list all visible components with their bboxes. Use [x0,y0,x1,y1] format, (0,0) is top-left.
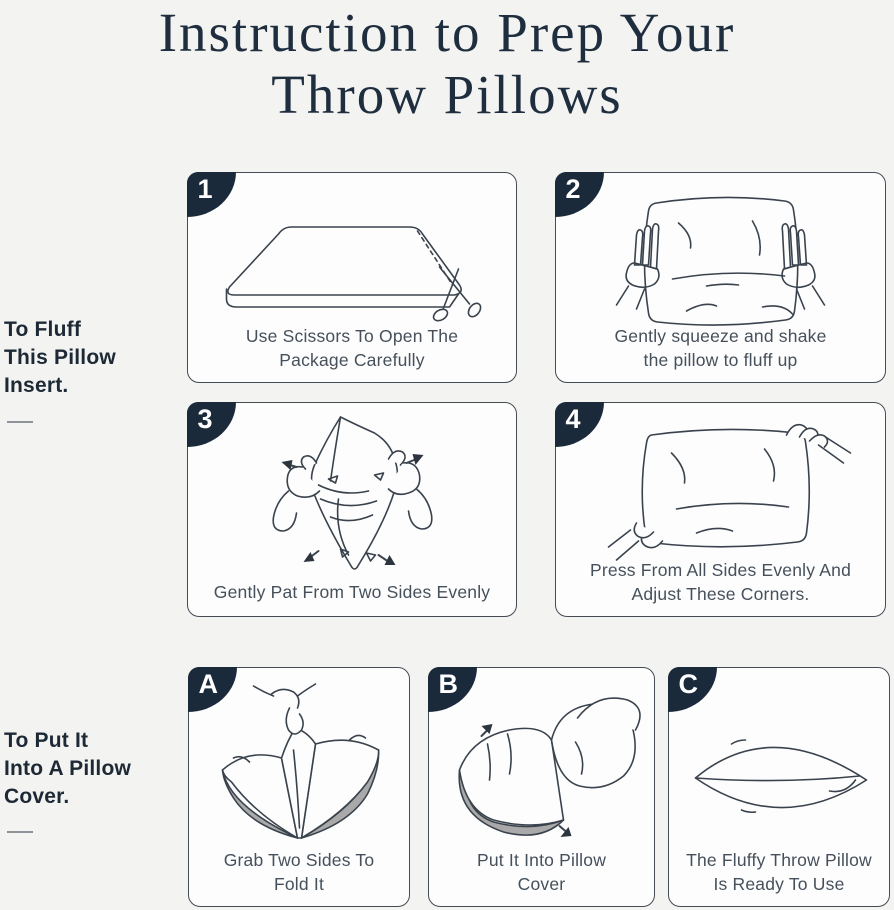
step-panel-4 [555,402,886,617]
pillow-into-cover-illustration [429,678,654,846]
caption-line: Is Ready To Use [713,874,845,894]
hands-adjusting-corners-illustration [556,413,885,563]
hands-squeezing-pillow-illustration [556,185,885,337]
step-panel-a [188,667,410,907]
step-badge-1: 1 [187,172,236,217]
step-badge-3: 3 [187,402,236,447]
caption-line: Package Carefully [279,350,425,370]
hand-folding-pillow-illustration [189,678,409,846]
caption-line: Cover [517,874,566,894]
section-label-cover-line1: To Put It [4,729,89,752]
section-label-fluff [4,316,116,400]
caption-line: Fold It [273,874,325,894]
section-label-fluff-line3: Insert. [4,374,69,397]
step-panel-c [668,667,890,907]
caption-line: Adjust These Corners. [631,584,810,604]
caption-line: The Fluffy Throw Pillow [686,850,872,870]
step-badge-c: C [668,667,717,712]
section-label-cover [4,727,131,811]
step-caption-3 [188,580,516,604]
step-badge-b: B [428,667,477,712]
step-caption-1 [188,324,516,372]
flat-pillow-ready-illustration [669,678,889,846]
caption-line: Gently Pat From Two Sides Evenly [213,582,491,602]
page-title-line1: Instruction to Prep Your [158,2,736,63]
step-caption-b [429,848,654,896]
caption-line: Press From All Sides Evenly And [589,560,852,580]
step-caption-c [669,848,889,896]
section-label-cover-line3: Cover. [4,785,70,808]
package-with-scissors-illustration [188,187,516,337]
step-caption-4 [556,558,885,606]
step-caption-2 [556,324,885,372]
caption-line: Put It Into Pillow [476,850,607,870]
section-label-fluff-line2: This Pillow [4,346,116,369]
section-divider-dash [7,831,33,833]
page-title-line2: Throw Pillows [271,64,623,125]
step-badge-2: 2 [555,172,604,217]
caption-line: Grab Two Sides To [223,850,375,870]
caption-line: the pillow to fluff up [643,350,798,370]
section-label-fluff-line1: To Fluff [4,318,82,341]
step-badge-a: A [188,667,237,712]
step-panel-1 [187,172,517,383]
caption-line: Use Scissors To Open The [245,326,459,346]
step-panel-3 [187,402,517,617]
caption-line: Gently squeeze and shake [614,326,827,346]
section-divider-dash [7,421,33,423]
step-caption-a [189,848,409,896]
hands-patting-pillow-illustration [188,403,516,581]
page-title [0,2,894,126]
step-badge-4: 4 [555,402,604,447]
section-label-cover-line2: Into A Pillow [4,757,132,780]
step-panel-b [428,667,655,907]
step-panel-2 [555,172,886,383]
